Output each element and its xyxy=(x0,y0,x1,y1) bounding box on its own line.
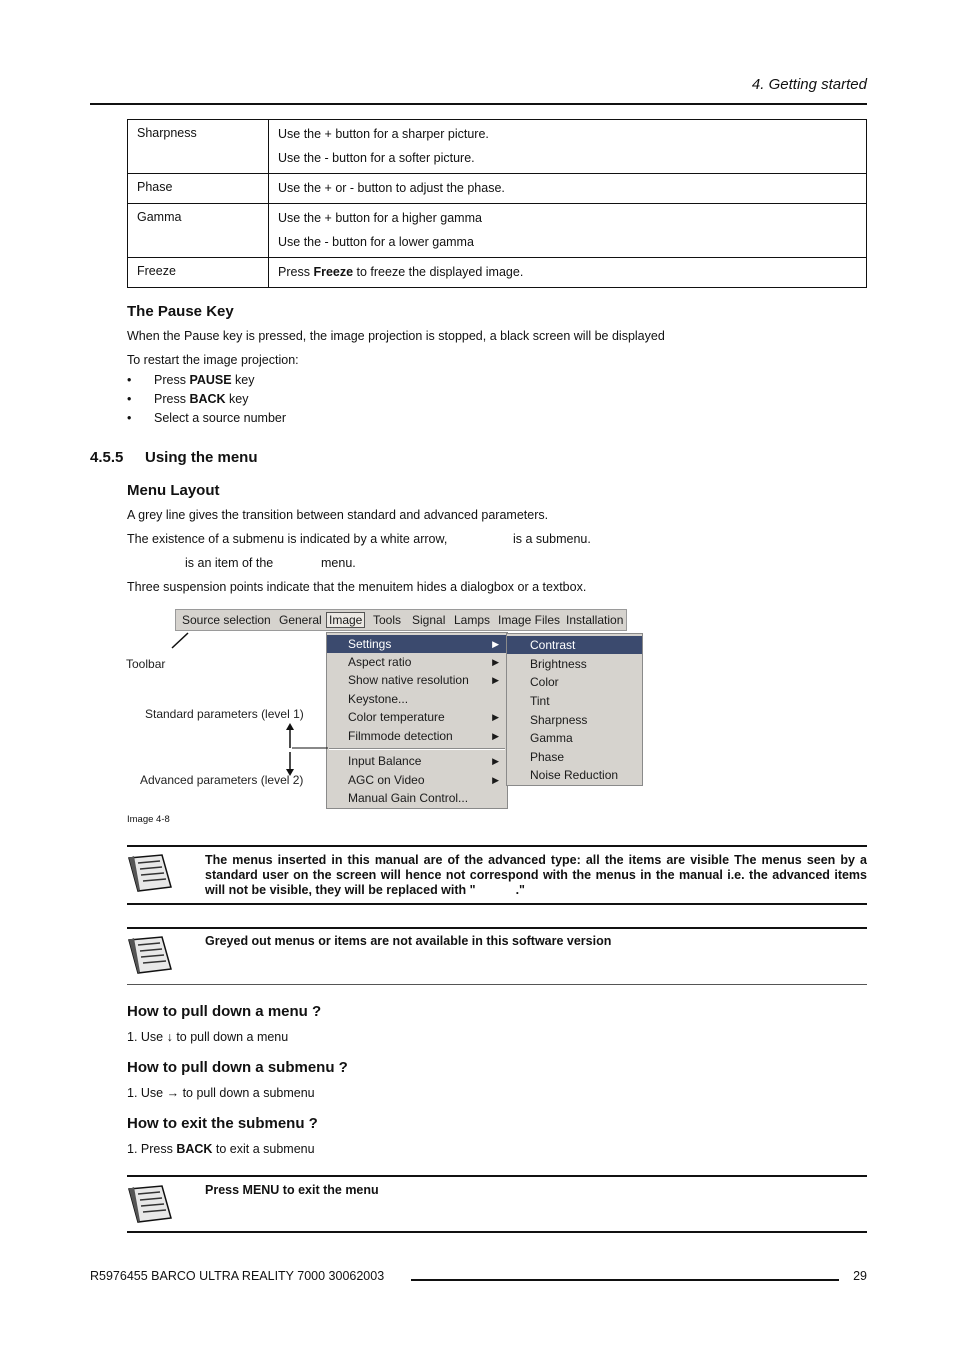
level-separator xyxy=(329,748,505,750)
note-icon xyxy=(126,935,174,975)
menubar-item[interactable]: Signal xyxy=(412,613,446,627)
note-icon xyxy=(126,853,174,893)
menubar-item-active[interactable]: Image xyxy=(326,612,365,628)
note-top-rule xyxy=(127,845,867,847)
item-text-b: menu. xyxy=(321,556,356,570)
suspension-text: Three suspension points indicate that the menuitem hides a dialogbox or a textbox. xyxy=(127,580,587,594)
submenu-item[interactable]: Tint xyxy=(530,694,550,708)
menu-layout-heading: Menu Layout xyxy=(127,482,220,499)
menu-item[interactable]: Settings ▶ xyxy=(327,635,507,653)
table-row xyxy=(128,204,867,258)
desc-line: Use the - button for a softer picture. xyxy=(278,151,475,165)
toolbar-label: Toolbar xyxy=(126,657,166,671)
submenu-arrow-icon: ▶ xyxy=(492,712,499,722)
howto-step: 1. Press BACK to exit a submenu xyxy=(127,1142,315,1156)
submenu-arrow-icon: ▶ xyxy=(492,756,499,766)
menu-item[interactable]: Aspect ratio ▶ xyxy=(348,655,499,669)
param-name: Gamma xyxy=(128,204,269,258)
note-bottom-rule xyxy=(127,1231,867,1233)
advanced-params-label: Advanced parameters (level 2) xyxy=(140,773,304,787)
menu-item[interactable]: Show native resolution ▶ xyxy=(348,673,499,687)
menubar-item[interactable]: Installation xyxy=(566,613,624,627)
param-name: Phase xyxy=(128,174,269,204)
menu-item[interactable]: Color temperature ▶ xyxy=(348,710,499,724)
table-row xyxy=(128,120,867,174)
submenu-item[interactable]: Noise Reduction xyxy=(530,768,619,782)
menu-item[interactable]: Keystone... xyxy=(348,692,409,706)
arrow-right-icon: → xyxy=(166,1086,180,1100)
section-number: 4.5.5 xyxy=(90,449,124,466)
menu-item[interactable]: Input Balance ▶ xyxy=(348,754,499,768)
menu-item[interactable]: AGC on Video ▶ xyxy=(348,773,499,787)
menubar-item[interactable]: Source selection xyxy=(182,613,271,627)
menubar-item[interactable]: Lamps xyxy=(454,613,491,627)
note-top-rule xyxy=(127,1175,867,1177)
arrow-down-icon: ↓ xyxy=(166,1030,173,1044)
desc-line: Use the - button for a lower gamma xyxy=(278,235,474,249)
submenu-text-a: The existence of a submenu is indicated by a white arrow, xyxy=(127,532,448,546)
pause-key-heading: The Pause Key xyxy=(127,303,234,320)
image-menu xyxy=(326,632,508,809)
note-text-advanced: The menus inserted in this manual are of the advanced type: all the items are visible The menus seen by a standard user on the screen will hence not correspond with the menus in the manual i.e. the advanced items will not be visible, they will be replaced with " ." xyxy=(205,853,867,897)
standard-params-label: Standard parameters (level 1) xyxy=(145,707,304,721)
submenu-arrow-icon: ▶ xyxy=(492,675,499,685)
pause-description: When the Pause key is pressed, the image projection is stopped, a black screen will be displayed xyxy=(127,329,665,343)
howto-heading: How to pull down a submenu ? xyxy=(127,1059,348,1076)
note-icon xyxy=(126,1184,174,1224)
param-desc xyxy=(269,120,867,174)
note-bottom-rule xyxy=(127,903,867,905)
param-name: Sharpness xyxy=(128,120,269,174)
submenu-item[interactable]: Gamma xyxy=(530,731,573,745)
restart-intro: To restart the image projection: xyxy=(127,353,299,367)
submenu-arrow-icon: ▶ xyxy=(492,775,499,785)
page-number: 29 xyxy=(853,1269,867,1283)
param-desc xyxy=(269,258,867,288)
howto-step: 1. Use ↓ to pull down a menu xyxy=(127,1030,289,1044)
item-text-a: is an item of the xyxy=(185,556,274,570)
submenu-item[interactable]: Phase xyxy=(530,750,565,764)
menu-item[interactable]: Manual Gain Control... xyxy=(348,791,469,805)
menu-bar xyxy=(175,609,627,631)
chapter-header: 4. Getting started xyxy=(751,76,867,93)
param-name: Freeze xyxy=(128,258,269,288)
table-row xyxy=(128,258,867,288)
grey-line-text: A grey line gives the transition between standard and advanced parameters. xyxy=(127,508,549,522)
submenu-text-b: is a submenu. xyxy=(513,532,591,546)
submenu-arrow-icon: ▶ xyxy=(492,731,499,741)
submenu-item[interactable]: Brightness xyxy=(530,657,587,671)
header-rule xyxy=(90,103,867,105)
parameter-table xyxy=(127,119,867,288)
menubar-item[interactable]: Image Files xyxy=(498,613,561,627)
menu-item[interactable]: Filmmode detection ▶ xyxy=(348,729,499,743)
menubar-item[interactable]: General xyxy=(279,613,322,627)
howto-heading: How to exit the submenu ? xyxy=(127,1115,318,1132)
table-row xyxy=(128,174,867,204)
note-text-exit: Press MENU to exit the menu xyxy=(205,1183,379,1197)
bullet: • xyxy=(127,373,132,387)
settings-submenu xyxy=(506,633,643,786)
desc-line: Use the + button for a sharper picture. xyxy=(278,127,489,141)
submenu-arrow-icon: ▶ xyxy=(492,657,499,667)
howto-heading: How to pull down a menu ? xyxy=(127,1003,322,1020)
menubar-item[interactable]: Tools xyxy=(373,613,402,627)
bullet: • xyxy=(127,392,132,406)
image-caption: Image 4-8 xyxy=(127,814,170,825)
footer-document-id: R5976455 BARCO ULTRA REALITY 7000 30062003 xyxy=(90,1269,385,1283)
desc-line: Press Freeze to freeze the displayed image. xyxy=(278,265,524,279)
note-top-rule xyxy=(127,927,867,929)
footer-rule xyxy=(411,1279,839,1281)
submenu-item[interactable]: Contrast xyxy=(507,636,642,654)
submenu-item[interactable]: Sharpness xyxy=(530,713,588,727)
desc-line: Use the + or - button to adjust the phase. xyxy=(278,181,505,195)
submenu-item[interactable]: Color xyxy=(530,675,559,689)
bullet: • xyxy=(127,411,132,425)
param-desc xyxy=(269,204,867,258)
howto-step: 1. Use → to pull down a submenu xyxy=(127,1086,315,1100)
note-bottom-rule xyxy=(127,984,867,985)
desc-line: Use the + button for a higher gamma xyxy=(278,211,482,225)
section-title: Using the menu xyxy=(145,449,258,466)
submenu-arrow-icon: ▶ xyxy=(492,639,499,649)
param-desc xyxy=(269,174,867,204)
note-text-greyed: Greyed out menus or items are not available in this software version xyxy=(205,934,612,948)
